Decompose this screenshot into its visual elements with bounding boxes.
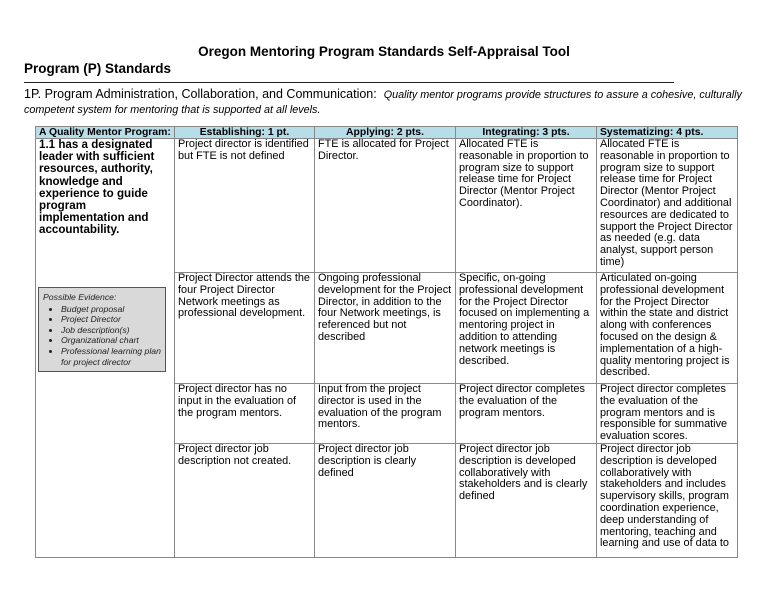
header-program: A Quality Mentor Program: (36, 127, 175, 139)
header-applying: Applying: 2 pts. (315, 127, 456, 139)
table-cell: Ongoing professional development for the Project Director, in addition to the four Network meetings, is referenced but not described (315, 273, 456, 384)
section-description: Quality mentor programs provide structures to assure a cohesive, culturally competent system for mentoring that is supported at all levels. (24, 89, 742, 116)
header-integrating: Integrating: 3 pts. (456, 127, 597, 139)
evidence-item: • Budget proposal (61, 304, 161, 315)
evidence-list (43, 304, 161, 368)
table-cell: Specific, on-going professional development for the Project Director focused on implementing a mentoring project in addition to attending network meetings is described. (456, 273, 597, 384)
table-cell: Allocated FTE is reasonable in proportion to program size to support release time for Project Director (Mentor Project Coordinator) and additional resources are dedicated to support the Project Director as needed (e.g. data analyst, support person time) (597, 139, 738, 273)
table-cell: Project Director attends the four Project Director Network meetings as professional development. (175, 273, 315, 384)
header-establishing: Establishing: 1 pt. (175, 127, 315, 139)
evidence-item: • Job description(s) (61, 325, 161, 336)
section-title: 1P. Program Administration, Collaboration, and Communication: (24, 87, 377, 101)
evidence-label: Possible Evidence: (43, 292, 117, 302)
table-cell: Project director is identified but FTE is not defined (175, 139, 315, 273)
table-cell: Project director completes the evaluation of the program mentors and is responsible for summative evaluation scores. (597, 384, 738, 444)
evidence-item: • Organizational chart (61, 335, 161, 346)
evidence-box (38, 287, 166, 372)
table-cell: Project director job description is developed collaboratively with stakeholders and includes supervisory skills, program coordination experience, deep understanding of mentoring, teaching and learning and use of data to (597, 443, 738, 557)
table-cell: Project director completes the evaluation of the program mentors. (456, 384, 597, 444)
evidence-item: • Professional learning plan for project director (61, 346, 161, 367)
evidence-item: • Project Director (61, 314, 161, 325)
table-cell: Project director has no input in the evaluation of the program mentors. (175, 384, 315, 444)
table-cell: Input from the project director is used in the evaluation of the program mentors. (315, 384, 456, 444)
table-cell: FTE is allocated for Project Director. (315, 139, 456, 273)
rubric-table (35, 126, 738, 558)
table-cell: Allocated FTE is reasonable in proportion to program size to support release time for Project Director (Mentor Project Coordinator). (456, 139, 597, 273)
table-cell: Articulated on-going professional development for the Project Director within the state and district along with conferences focused on the design & implementation of a high-quality mentoring project is described. (597, 273, 738, 384)
standard-text: 1.1 has a designated leader with sufficient resources, authority, knowledge and experience to guide program implementation and accountability. (39, 138, 155, 237)
table-cell: Project director job description is clearly defined (315, 443, 456, 557)
table-cell: Project director job description not created. (175, 443, 315, 557)
document-subtitle: Program (P) Standards (24, 61, 172, 76)
table-row (36, 139, 738, 273)
table-cell: Project director job description is developed collaboratively with stakeholders and is clearly defined (456, 443, 597, 557)
section-heading (24, 87, 749, 117)
header-systematizing: Systematizing: 4 pts. (597, 127, 738, 139)
header-row (36, 127, 738, 139)
standard-cell (36, 139, 175, 558)
divider (24, 82, 674, 83)
document-title: Oregon Mentoring Program Standards Self-Appraisal Tool (198, 44, 570, 59)
